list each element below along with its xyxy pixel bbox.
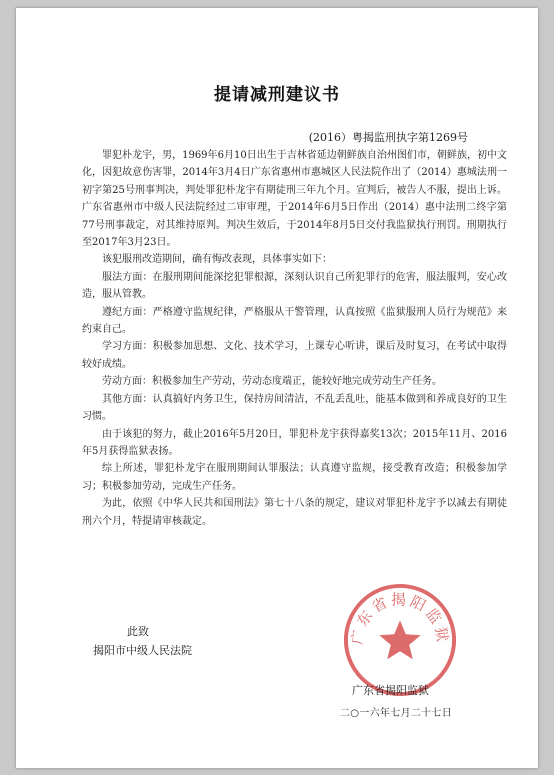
document-number: (2016）粤揭监刑执字第1269号 [308,131,468,144]
addressee: 揭阳市中级人民法院 [93,644,192,657]
paragraph-other: 其他方面：认真搞好内务卫生，保持房间清洁，不乱丢乱吐，能基本做到和养成良好的卫生习惯。 [82,393,507,423]
paragraph-rewards: 由于该犯的努力，截止2016年5月20日，罪犯朴龙宇获得嘉奖13次；2015年11月、2016年5月获得监狱表扬。 [82,428,507,457]
paragraph-obedience: 服法方面：在服刑期间能深挖犯罪根源，深刻认识自己所犯罪行的危害，服法服判，安心改造，服从管教。 [82,271,507,301]
svg-text:广东省揭阳监狱: 广东省揭阳监狱 [348,591,452,646]
paragraph-study: 学习方面：积极参加思想、文化、技术学习，上课专心听讲，课后及时复习，在考试中取得较好成绩。 [82,341,507,370]
document-date: 二○一六年七月二十七日 [340,708,453,719]
paragraph-recommendation: 为此，依照《中华人民共和国刑法》第七十八条的规定，建议对罪犯朴龙宇予以减去有期徒刑六个月，特提请审核裁定。 [82,498,507,527]
paragraph-labor: 劳动方面：积极参加生产劳动，劳动态度端正，能较好地完成劳动生产任务。 [102,376,442,388]
seal-star-icon [379,620,420,659]
document-title: 提请减刑建议书 [214,85,340,105]
paragraph-discipline: 遵纪方面：严格遵守监规纪律，严格服从干警管理，认真按照《监狱服刑人员行为规范》来约束自己。 [82,306,507,336]
document-body [82,147,507,530]
salutation: 此致 [127,625,149,638]
paragraph-criminal-info: 罪犯朴龙宇，男，1969年6月10日出生于吉林省延边朝鲜族自治州图们市，朝鲜族，初中文化，因犯故意伤害罪，2014年3月4日广东省惠州市惠城区人民法院作出了（2014）惠城法刑一初字第25号刑事判决，判处罪犯朴龙宇有期徒刑三年九个月。宣判后，被告人不服，提出上诉。广东省惠州市中级人民法院经过二审审理，于2014年6月5日作出（2014）惠中法刑二终字第77号刑事裁定，对其维持原判。判决生效后，于2014年8月5日交付我监狱执行刑罚。刑期执行至2017年3月23日。 [82,150,507,249]
paragraph-summary: 综上所述，罪犯朴龙宇在服刑期间认罪服法；认真遵守监规，接受教育改造；积极参加学习；积极参加劳动，完成生产任务。 [82,463,507,492]
signing-authority: 广东省揭阳监狱 [352,684,429,697]
paragraph-intro: 该犯服刑改造期间，确有悔改表现，具体事实如下： [102,254,332,266]
document-page [16,8,538,768]
